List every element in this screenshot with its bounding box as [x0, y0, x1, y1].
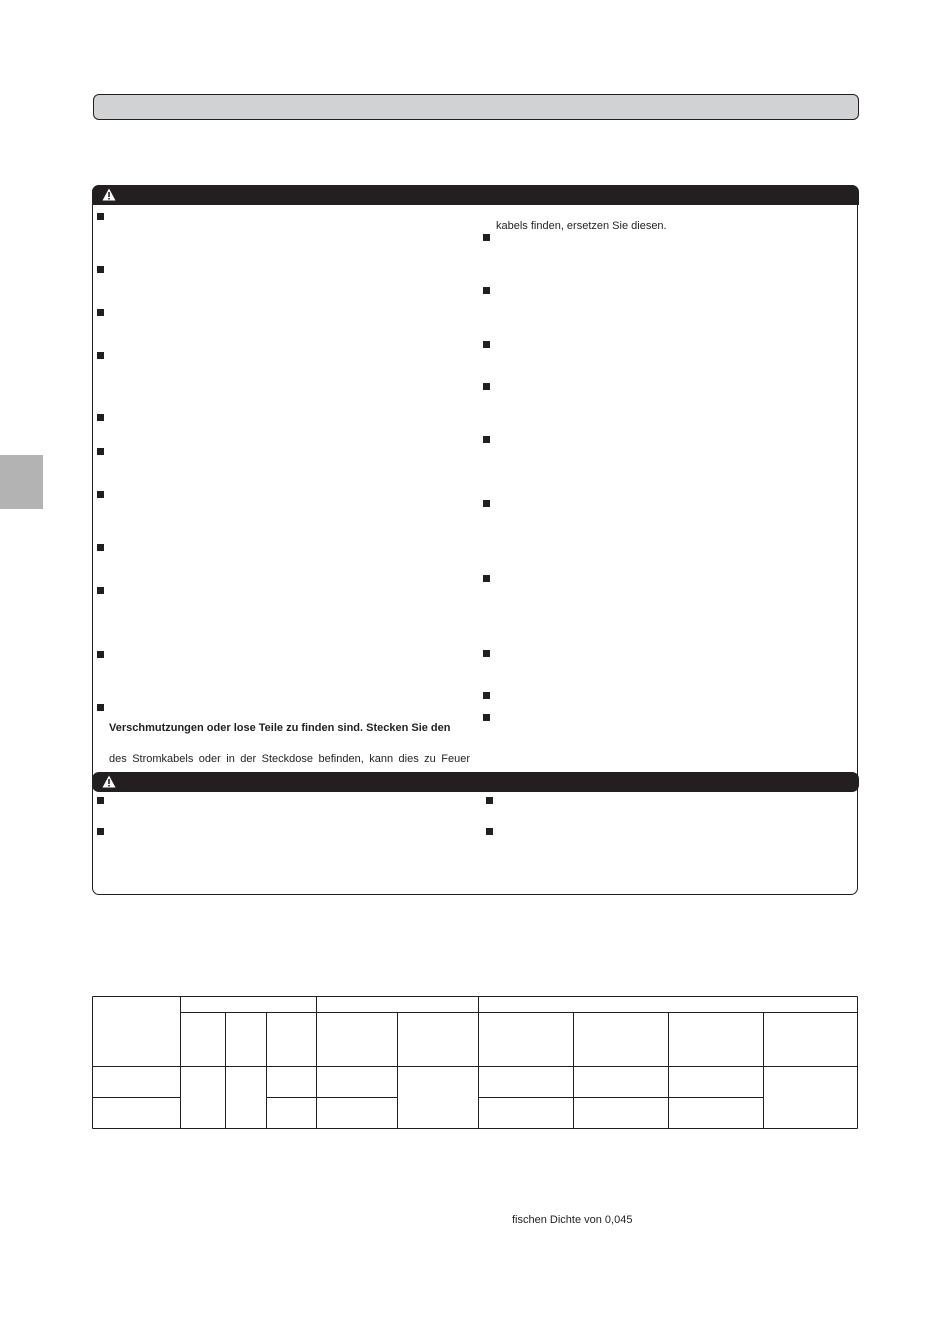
warning-header-bar — [92, 185, 859, 205]
square-bullet-icon — [486, 797, 493, 804]
warning-triangle-icon — [102, 775, 116, 788]
square-bullet-icon — [483, 383, 490, 390]
warning-text-fragment-right: kabels finden, ersetzen Sie diesen. — [496, 220, 667, 232]
square-bullet-icon — [483, 650, 490, 657]
square-bullet-icon — [483, 500, 490, 507]
square-bullet-icon — [483, 234, 490, 241]
square-bullet-icon — [97, 704, 104, 711]
caution-header-bar — [92, 772, 859, 792]
square-bullet-icon — [97, 309, 104, 316]
square-bullet-icon — [97, 828, 104, 835]
square-bullet-icon — [97, 448, 104, 455]
footnote-fragment: fischen Dichte von 0,045 — [512, 1214, 633, 1226]
square-bullet-icon — [486, 828, 493, 835]
warning-triangle-icon — [102, 188, 116, 201]
square-bullet-icon — [97, 414, 104, 421]
chapter-side-tab — [0, 455, 43, 509]
warning-text-fragment-bold: Verschmutzungen oder lose Teile zu finden sind. Stecken Sie den — [109, 722, 451, 734]
square-bullet-icon — [483, 714, 490, 721]
square-bullet-icon — [97, 797, 104, 804]
square-bullet-icon — [483, 436, 490, 443]
specification-table — [92, 996, 858, 1129]
square-bullet-icon — [97, 266, 104, 273]
square-bullet-icon — [483, 692, 490, 699]
square-bullet-icon — [97, 651, 104, 658]
square-bullet-icon — [97, 213, 104, 220]
warning-text-fragment: des Stromkabels oder in der Steckdose befinden, kann dies zu Feuer — [109, 753, 470, 765]
square-bullet-icon — [483, 575, 490, 582]
square-bullet-icon — [97, 352, 104, 359]
square-bullet-icon — [97, 491, 104, 498]
square-bullet-icon — [483, 341, 490, 348]
square-bullet-icon — [483, 287, 490, 294]
square-bullet-icon — [97, 587, 104, 594]
section-header-bar — [93, 94, 859, 120]
square-bullet-icon — [97, 544, 104, 551]
